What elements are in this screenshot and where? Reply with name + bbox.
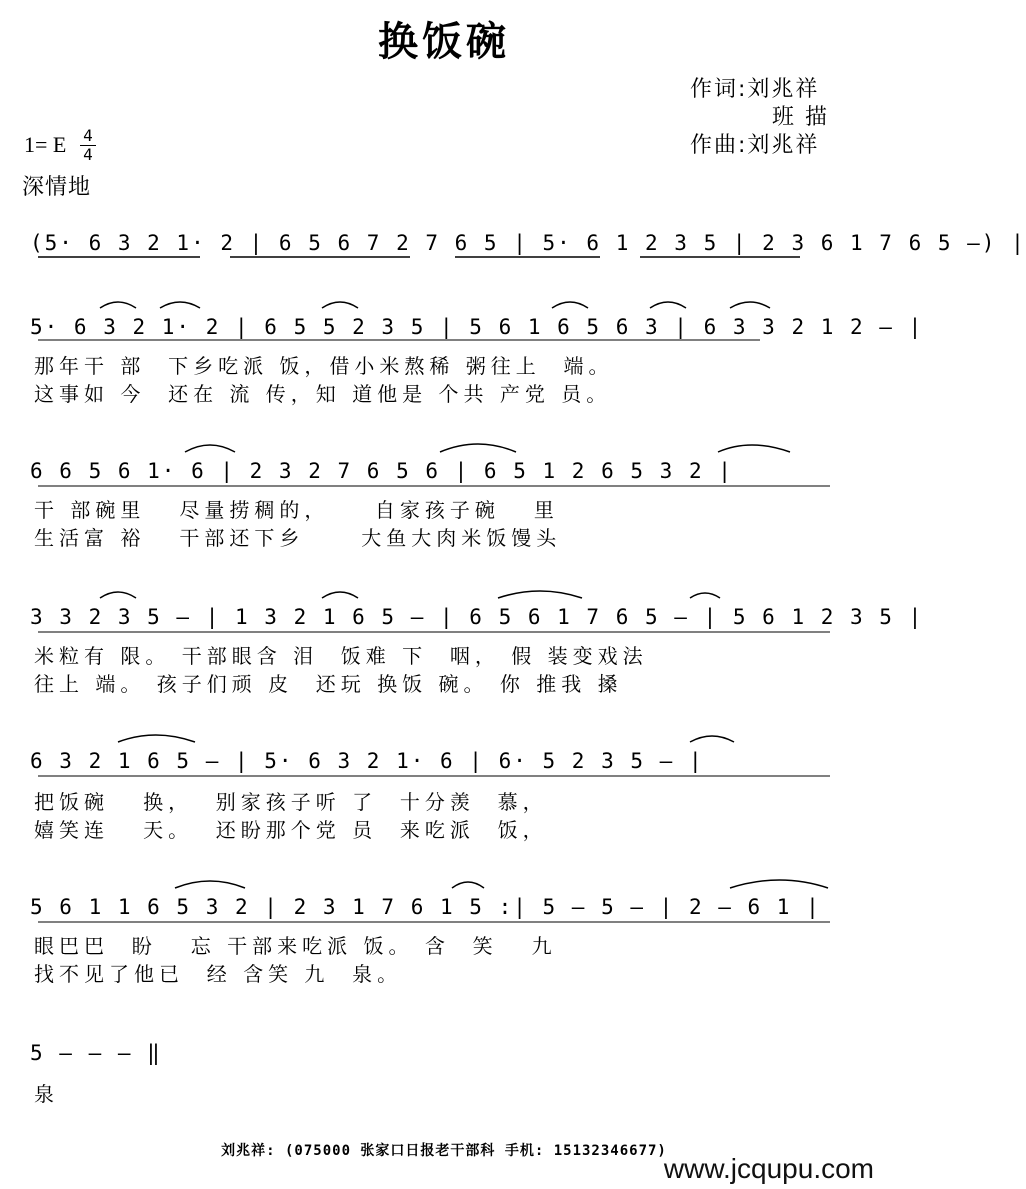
lyrics-row-6-verse-2: 找不见了他已 经 含笑 九 泉。 <box>34 962 403 986</box>
notation-row-5: 6 3 2 1 6 5 — | 5· 6 3 2 1· 6 | 6· 5 2 3 5 — | <box>30 749 704 773</box>
lyrics-row-5-verse-1: 把饭碗 换， 别家孩子听 了 十分羡 慕， <box>34 790 548 814</box>
slur-arc <box>100 592 136 598</box>
slur-arc <box>730 880 828 888</box>
composer-credit <box>690 128 819 159</box>
slur-arc <box>440 444 516 452</box>
time-signature-top: 4 <box>83 126 93 145</box>
site-watermark: www.jcqupu.com <box>663 1153 874 1184</box>
notation-row-4: 3 3 2 3 5 — | 1 3 2 1 6 5 — | 6 5 6 1 7 6 5 — | 5 6 1 2 3 5 | <box>30 605 924 629</box>
slur-arc <box>498 591 582 598</box>
notation-row-7: 5 — — — ‖ <box>30 1041 162 1065</box>
lyrics-row-7-verse-1: 泉 <box>34 1082 59 1106</box>
key-signature: 1= E <box>24 132 67 157</box>
lyrics-row-3-verse-1: 干 部碗里 尽量捞稠的， 自家孩子碗 里 <box>34 498 559 522</box>
lyrics-row-3-verse-2: 生活富 裕 干部还下乡 大鱼大肉米饭馒头 <box>34 526 562 550</box>
slur-arc <box>452 882 484 888</box>
slur-arc <box>650 302 686 308</box>
tempo-marking: 深情地 <box>22 175 92 200</box>
song-title: 换饭碗 <box>378 19 510 65</box>
lyrics-row-2-verse-2: 这事如 今 还在 流 传，知 道他是 个共 产党 员。 <box>34 382 612 406</box>
slur-arc <box>118 735 195 742</box>
lyrics-row-5-verse-2: 嬉笑连 天。 还盼那个党 员 来吃派 饭， <box>34 818 548 842</box>
composer-label: 作曲: <box>690 133 748 158</box>
notation-row-2: 5· 6 3 2 1· 2 | 6 5 5 2 3 5 | 5 6 1 6 5 6 3 | 6 3 3 2 1 2 — | <box>30 315 924 339</box>
slur-arc <box>175 881 245 888</box>
slur-arc <box>690 593 720 598</box>
lyrics-row-4-verse-1: 米粒有 限。 干部眼含 泪 饭难 下 咽， 假 装变戏法 <box>34 644 648 668</box>
time-signature-bottom: 4 <box>83 145 93 164</box>
lyrics-row-6-verse-1: 眼巴巴 盼 忘 干部来吃派 饭。 含 笑 九 <box>34 934 557 958</box>
notation-row-1: (5· 6 3 2 1· 2 | 6 5 6 7 2 7 6 5 | 5· 6 1 2 3 5 | 2 3 6 1 7 6 5 —) | <box>30 231 1026 255</box>
slur-arc <box>160 302 200 308</box>
time-signature <box>80 128 96 163</box>
colyricist-name: 班 描 <box>772 105 829 130</box>
lyricist-label: 作词: <box>690 77 748 102</box>
notation-row-3: 6 6 5 6 1· 6 | 2 3 2 7 6 5 6 | 6 5 1 2 6 5 3 2 | <box>30 459 733 483</box>
slur-arc <box>718 445 790 452</box>
composer-name: 刘兆祥 <box>747 133 820 158</box>
lyrics-row-2-verse-1: 那年干 部 下乡吃派 饭，借小米熬稀 粥往上 端。 <box>34 354 614 378</box>
slur-arc <box>322 592 358 598</box>
slur-arc <box>690 736 734 742</box>
slur-arc <box>730 302 770 308</box>
slur-arc <box>185 445 235 452</box>
footer-contact: 刘兆祥: (075000 张家口日报老干部科 手机: 15132346677) <box>221 1143 667 1159</box>
notation-row-6: 5 6 1 1 6 5 3 2 | 2 3 1 7 6 1 5 :| 5 — 5 — | 2 — 6 1 | <box>30 895 821 919</box>
lyricist-credit <box>690 72 819 103</box>
slur-arc <box>322 302 358 308</box>
slur-arc <box>552 302 588 308</box>
lyrics-row-4-verse-2: 往上 端。 孩子们顽 皮 还玩 换饭 碗。 你 推我 搡 <box>34 672 623 696</box>
lyricist-name: 刘兆祥 <box>747 77 820 102</box>
slur-arc <box>100 302 136 308</box>
